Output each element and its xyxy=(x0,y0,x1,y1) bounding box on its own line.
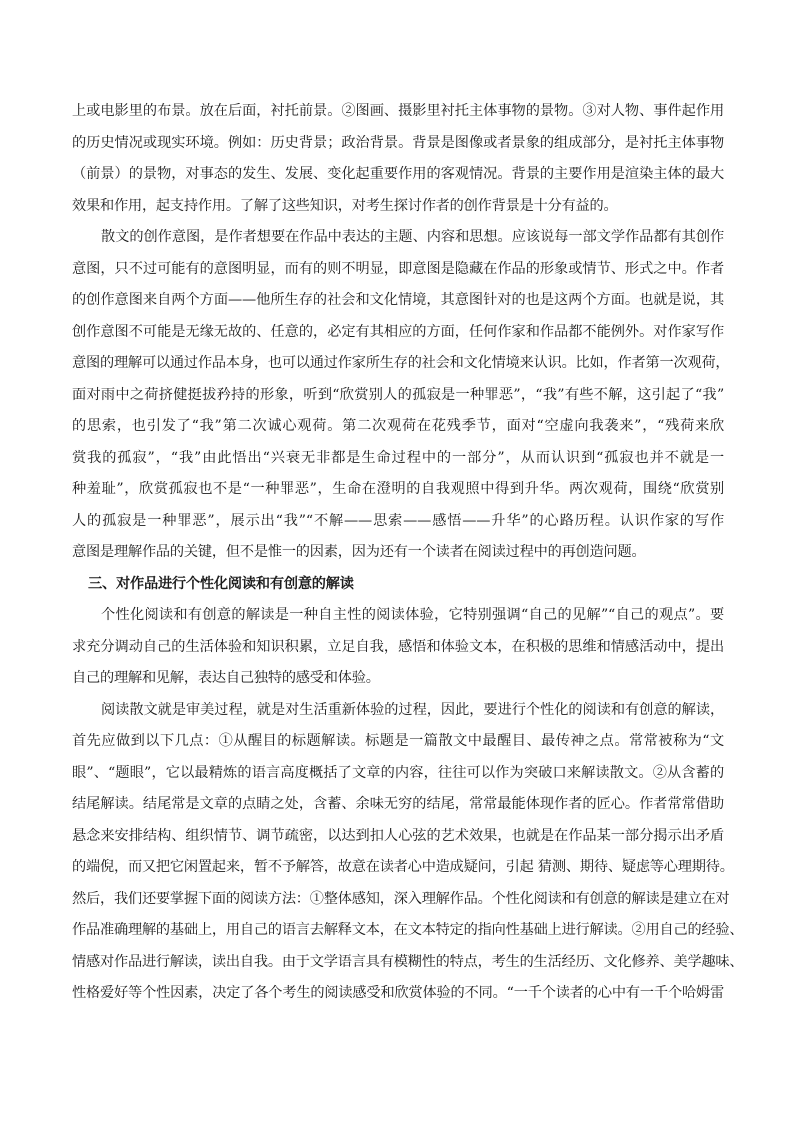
text-line: 散文的创作意图，是作者想要在作品中表达的主题、内容和思想。应该说每一部文学作品都有其创作 xyxy=(101,229,724,245)
text-line: 性格爱好等个性因素，决定了各个考生的阅读感受和欣赏体验的不同。“一千个读者的心中有一千个哈姆雷 xyxy=(72,985,724,1001)
text-line: （前景）的景物，对事态的发生、发展、变化起重要作用的客观情况。背景的主要作用是渲染主体的最大 xyxy=(72,166,724,182)
paragraph-background-definition xyxy=(72,96,724,222)
text-line: 求充分调动自己的生活体验和知识积累，立足自我，感悟和体验文本，在积极的思维和情感活动中，提出 xyxy=(72,638,724,655)
paragraph-personalized-reading xyxy=(72,600,724,695)
paragraph-reading-methods xyxy=(72,695,744,1010)
text-line: 意图是理解作品的关键，但不是惟一的因素，因为还有一个读者在阅读过程中的再创造问题。 xyxy=(72,544,646,560)
document-page xyxy=(72,96,744,1010)
text-line: 赏我的孤寂”，“我”由此悟出“兴衰无非都是生命过程中的一部分”，从而认识到“孤寂也并不就是一 xyxy=(72,449,724,466)
text-line: 眼”、“题眼”，它以最精炼的语言高度概括了文章的内容，往往可以作为突破口来解读散文。②从含蓄的 xyxy=(72,764,724,781)
text-line: 意图，只不过可能有的意图明显，而有的则不明显，即意图是隐藏在作品的形象或情节、形式之中。作者 xyxy=(72,260,724,277)
text-line: 然后，我们还要掌握下面的阅读方法：①整体感知，深入理解作品。个性化阅读和有创意的解读是建立在对 xyxy=(72,890,730,907)
text-line: 的创作意图来自两个方面——他所生存的社会和文化情境，其意图针对的也是这两个方面。也就是说，其 xyxy=(72,292,724,308)
text-line: 种羞耻”，欣赏孤寂也不是“一种罪恶”，生命在澄明的自我观照中得到升华。两次观荷，围绕“欣赏别 xyxy=(72,481,724,497)
text-line: 首先应做到以下几点：①从醒目的标题解读。标题是一篇散文中最醒目、最传神之点。常常被称为“文 xyxy=(72,733,724,749)
text-line: 的端倪，而又把它闲置起来，暂不予解答，故意在读者心中造成疑问，引起 猜测、期待、疑虑等心理期待。 xyxy=(72,859,734,875)
text-line: 意图的理解可以通过作品本身，也可以通过作家所生存的社会和文化情境来认识。比如，作者第一次观荷， xyxy=(72,355,730,371)
text-line: 情感对作品进行解读，读出自我。由于文学语言具有模糊性的特点，考生的生活经历、文化修养、美学趣味、 xyxy=(72,953,744,970)
text-line: 作品准确理解的基础上，用自己的语言去解释文本，在文本特定的指向性基础上进行解读。②用自己的经验、 xyxy=(72,922,744,938)
text-line: 创作意图不可能是无缘无故的、任意的，必定有其相应的方面，任何作家和作品都不能例外。对作家写作 xyxy=(72,323,724,340)
section-heading: 三、对作品进行个性化阅读和有创意的解读 xyxy=(88,575,354,592)
text-line: 结尾解读。结尾常是文章的点睛之处，含蓄、余味无穷的结尾，常常最能体现作者的匠心。作者常常借助 xyxy=(72,796,724,812)
text-line: 人的孤寂是一种罪恶”，展示出“我”“不解——思索——感悟——升华”的心路历程。认识作家的写作 xyxy=(72,512,724,529)
text-line: 悬念来安排结构、组织情节、调节疏密，以达到扣人心弦的艺术效果，也就是在作品某一部分揭示出矛盾 xyxy=(72,827,724,844)
text-line: 上或电影里的布景。放在后面，衬托前景。②图画、摄影里衬托主体事物的景物。③对人物、事件起作用 xyxy=(72,103,724,119)
paragraph-creative-intent xyxy=(72,222,730,569)
text-line: 的历史情况或现实环境。例如：历史背景；政治背景。背景是图像或者景象的组成部分，是衬托主体事物 xyxy=(72,134,724,151)
text-line: 的思索，也引发了“我”第二次诚心观荷。第二次观荷在花残季节，面对“空虚向我袭来”，“残荷来欣 xyxy=(72,418,724,434)
text-line: 阅读散文就是审美过程，就是对生活重新体验的过程，因此，要进行个性化的阅读和有创意的解读， xyxy=(101,701,724,718)
text-line: 自己的理解和见解，表达自己独特的感受和体验。 xyxy=(72,670,380,686)
text-line: 面对雨中之荷挤健挺拔矜持的形象，听到“欣赏别人的孤寂是一种罪恶”，“我”有些不解，这引起了“我” xyxy=(72,386,725,403)
text-line: 效果和作用，起支持作用。了解了这些知识，对考生探讨作者的创作背景是十分有益的。 xyxy=(72,197,618,214)
text-line: 个性化阅读和有创意的解读是一种自主性的阅读体验，它特别强调“自己的见解”“自己的观点”。要 xyxy=(101,607,724,623)
